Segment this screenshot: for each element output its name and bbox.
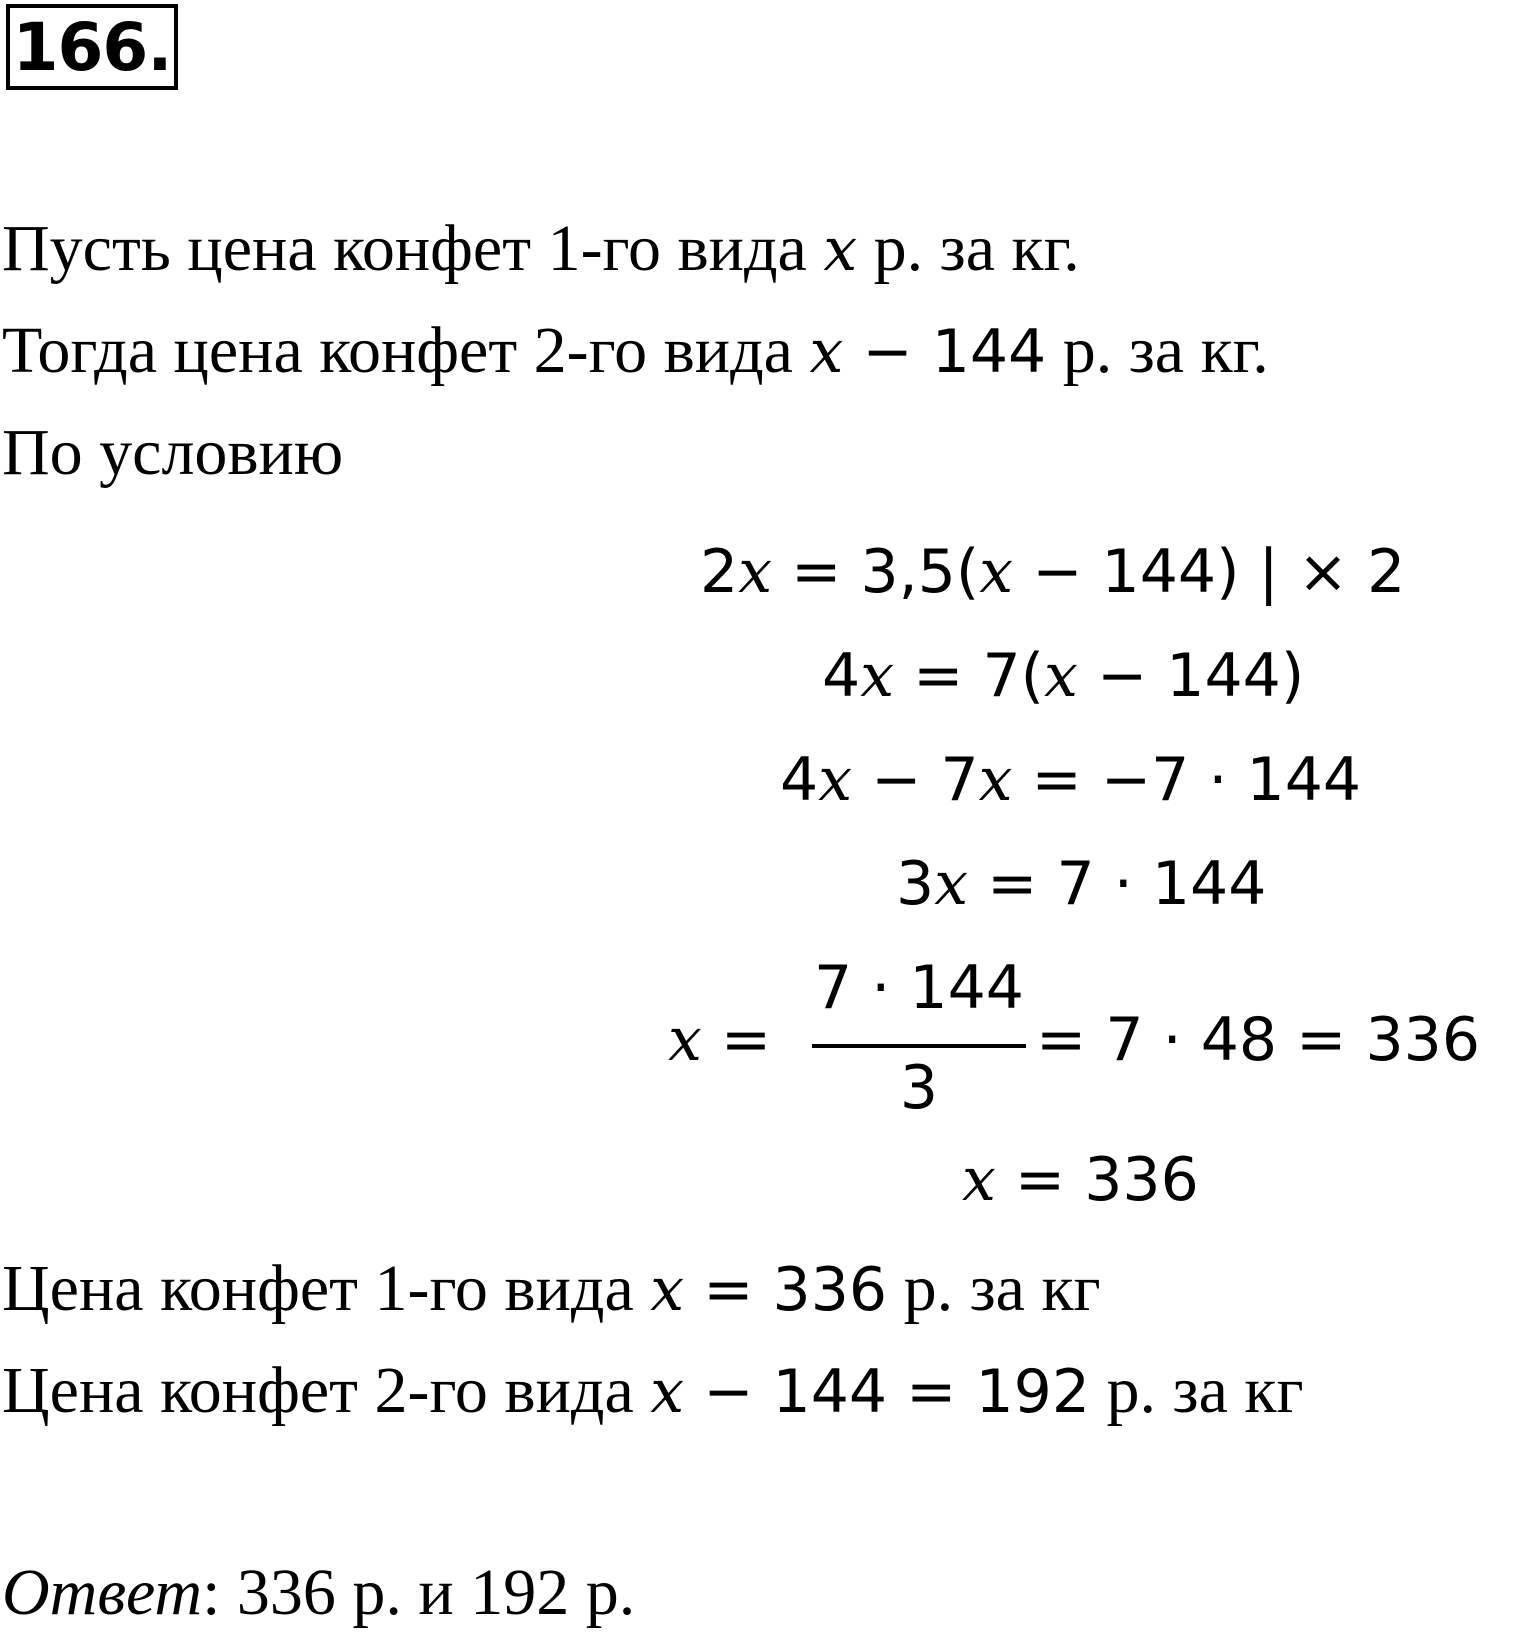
fraction-denominator: 3 — [899, 1053, 939, 1123]
variable-x: x — [962, 1145, 996, 1215]
equation-4 — [896, 849, 1267, 919]
variable-x: x — [809, 317, 844, 387]
variable-x: x — [978, 745, 1013, 815]
equation-2 — [822, 641, 1305, 711]
equation-5-rhs: = 7 · 48 = 336 — [1036, 1005, 1481, 1075]
result-line-2-unit: р. за кг — [1090, 1354, 1304, 1427]
eq3-mid: − 7 — [852, 745, 979, 815]
eq2-coef: 4 — [822, 641, 861, 711]
intro-line-1-text: Пусть цена конфет 1-го вида — [2, 212, 824, 285]
result-line-1 — [2, 1252, 1101, 1325]
answer-label: Ответ — [2, 1556, 203, 1629]
fraction-numerator: 7 · 144 — [814, 953, 1024, 1023]
eq6-end: = 336 — [995, 1145, 1199, 1215]
answer-line — [2, 1556, 636, 1629]
intro-line-3: По условию — [2, 416, 344, 489]
equation-6 — [962, 1145, 1199, 1215]
equation-1 — [700, 537, 1406, 607]
equation-5-lhs — [668, 1005, 772, 1075]
eq2-end: − 144) — [1077, 641, 1305, 711]
fraction — [812, 953, 1026, 1138]
variable-x: x — [1044, 641, 1078, 711]
variable-x: x — [860, 641, 895, 711]
intro-line-2-text: Тогда цена конфет 2-го вида — [2, 314, 810, 387]
intro-line-1 — [2, 212, 1080, 285]
variable-x: x — [650, 1255, 685, 1325]
result-line-2-expr: − 144 = 192 — [684, 1357, 1091, 1427]
intro-line-2-expr: − 144 — [843, 317, 1047, 387]
variable-x: x — [818, 745, 853, 815]
result-line-2 — [2, 1354, 1304, 1427]
variable-x: x — [979, 537, 1014, 607]
fraction-bar — [812, 1044, 1026, 1048]
variable-x: x — [650, 1357, 685, 1427]
eq2-mid: = 7( — [894, 641, 1045, 711]
eq3-end: = −7 · 144 — [1012, 745, 1362, 815]
intro-line-2 — [2, 314, 1269, 387]
result-line-1-text: Цена конфет 1-го вида — [2, 1252, 651, 1325]
intro-line-1-unit: р. за кг. — [857, 212, 1080, 285]
intro-line-2-unit: р. за кг. — [1046, 314, 1269, 387]
result-line-1-expr: = 336 — [684, 1255, 888, 1325]
problem-number: 166. — [6, 4, 178, 90]
variable-x: x — [823, 215, 858, 285]
result-line-2-text: Цена конфет 2-го вида — [2, 1354, 651, 1427]
variable-x: x — [934, 849, 969, 919]
eq5-equals: = — [701, 1005, 772, 1075]
eq3-coef: 4 — [780, 745, 819, 815]
variable-x: x — [738, 537, 773, 607]
eq4-end: = 7 · 144 — [968, 849, 1267, 919]
eq1-end: − 144) | × 2 — [1013, 537, 1406, 607]
eq1-coef: 2 — [700, 537, 739, 607]
equation-3 — [780, 745, 1362, 815]
variable-x: x — [668, 1005, 702, 1075]
eq4-coef: 3 — [896, 849, 935, 919]
result-line-1-unit: р. за кг — [887, 1252, 1101, 1325]
answer-text: : 336 р. и 192 р. — [202, 1556, 636, 1629]
eq1-mid: = 3,5( — [772, 537, 980, 607]
